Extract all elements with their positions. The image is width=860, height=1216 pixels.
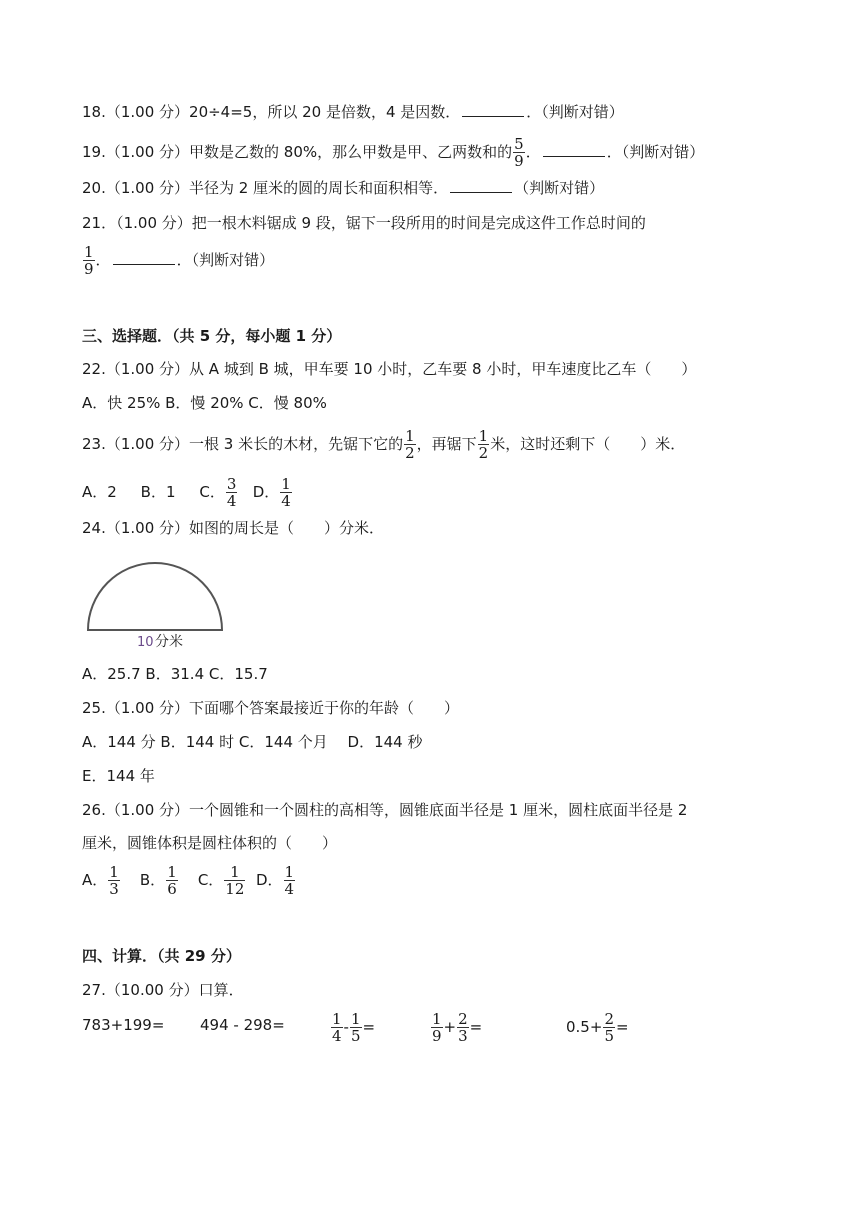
question-25-options: A．144 分 B．144 时 C．144 个月 D．144 秒 [82,733,423,751]
fraction: $\frac{1}{2}$ [405,427,415,462]
question-19: 19.（1.00 分）甲数是乙数的 80%，那么甲数是甲、乙两数和的 $\frac{5}{9}$ ． ．（判断对错） [82,135,705,170]
question-23-options: A．2 B．1 C． $\frac{3}{4}$ D． $\frac{1}{4}$ [82,475,291,510]
answer-blank[interactable] [543,142,605,157]
fraction: $\frac{1}{3}$ [109,863,119,898]
question-26-options: A． $\frac{1}{3}$ B． $\frac{1}{6}$ C． $\frac{1}{12}$ D． $\frac{1}{4}$ [82,863,295,898]
answer-blank[interactable] [462,102,524,117]
fraction: $\frac{1}{5}$ [350,1010,361,1045]
fraction: $\frac{1}{9}$ [84,243,94,278]
semicircle-diagram [80,556,230,652]
fraction: $\frac{1}{4}$ [281,475,291,510]
fraction: $\frac{2}{3}$ [458,1010,468,1045]
semicircle-figure [80,556,230,656]
section-title: 四、计算．（共 29 分） [82,947,241,965]
answer-blank[interactable] [450,178,512,193]
question-21: 21．（1.00 分）把一根木料锯成 9 段，锯下一段所用的时间是完成这件工作总时间的 [82,214,646,232]
fraction: $\frac{5}{9}$ [514,135,524,170]
question-24-options: A．25.7 B．31.4 C．15.7 [82,665,268,683]
question-22: 22.（1.00 分）从 A 城到 B 城，甲车要 10 小时，乙车要 8 小时，甲车速度比乙车（ ） [82,360,697,378]
fraction: $\frac{1}{9}$ [432,1010,442,1045]
fraction: $\frac{1}{12}$ [225,863,245,898]
question-20: 20.（1.00 分）半径为 2 厘米的圆的周长和面积相等． （判断对错） [82,179,605,197]
fraction: $\frac{1}{4}$ [332,1010,342,1045]
question-26-cont: 厘米，圆锥体积是圆柱体积的（ ） [82,834,338,852]
fraction: $\frac{3}{4}$ [226,475,237,510]
fraction: $\frac{1}{2}$ [478,427,489,462]
fraction: $\frac{1}{6}$ [167,863,177,898]
answer-blank[interactable] [113,250,175,265]
question-26: 26.（1.00 分）一个圆锥和一个圆柱的高相等，圆锥底面半径是 1 厘米，圆柱底面半径是 2 [82,801,688,819]
question-27: 27.（10.00 分）口算． [82,981,244,999]
question-25-option-e: E．144 年 [82,767,155,785]
section-title: 三、选择题．（共 5 分，每小题 1 分） [82,327,342,345]
question-23: 23.（1.00 分）一根 3 米长的木材，先锯下它的 $\frac{1}{2}$ ，再锯下 $\frac{1}{2}$ 米，这时还剩下（ ）米． [82,427,686,462]
expression-4: $\frac{1}{9}$ + $\frac{2}{3}$ = [432,1010,483,1045]
fraction: $\frac{2}{5}$ [604,1010,614,1045]
expression-3: $\frac{1}{4}$ - $\frac{1}{5}$ = [332,1010,376,1045]
diameter-unit: 分米 [155,634,183,650]
question-21-cont: $\frac{1}{9}$ ． ．（判断对错） [84,243,275,278]
diameter-number: 10 [137,635,154,650]
expression-5: 0.5+ $\frac{2}{5}$ = [566,1010,629,1045]
question-22-options: A．快 25% B．慢 20% C．慢 80% [82,394,327,412]
fraction: $\frac{1}{4}$ [284,863,295,898]
question-18: 18.（1.00 分）20÷4=5，所以 20 是倍数，4 是因数． ．（判断对错） [82,103,624,121]
expression-1: 783+199= [82,1016,165,1034]
question-25: 25.（1.00 分）下面哪个答案最接近于你的年龄（ ） [82,699,460,717]
expression-2: 494 - 298= [200,1016,285,1034]
semicircle-shape [88,563,222,630]
question-24: 24.（1.00 分）如图的周长是（ ）分米． [82,519,385,537]
